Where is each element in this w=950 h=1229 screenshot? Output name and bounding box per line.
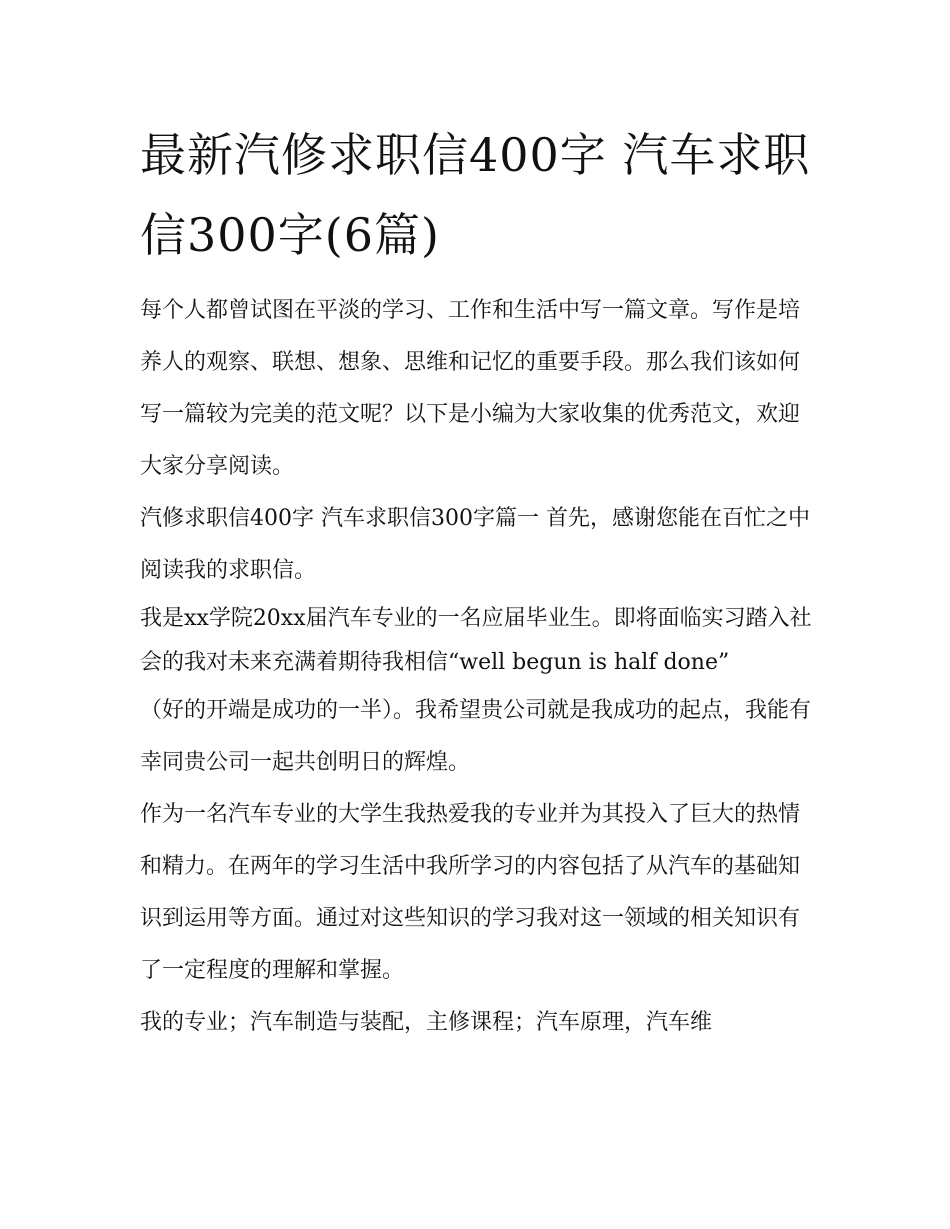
self-introduction-paragraph: 我是xx学院20xx届汽车专业的一名应届毕业生。即将面临实习踏入社会的我对未来充满着期待我相信“well begun is half done” bbox=[140, 606, 812, 675]
hope-paragraph: （好的开端是成功的一半）。我希望贵公司就是我成功的起点，我能有幸同贵公司一起共创明日的辉煌。 bbox=[140, 698, 812, 775]
document-page bbox=[140, 115, 812, 1049]
document-title: 最新汽修求职信400字 汽车求职信300字(6篇) bbox=[140, 128, 811, 262]
study-paragraph: 作为一名汽车专业的大学生我热爱我的专业并为其投入了巨大的热情和精力。在两年的学习生活中我所学习的内容包括了从汽车的基础知识到运用等方面。通过对这些知识的学习我对这一领域的相关知识有了一定程度的理解和掌握。 bbox=[140, 802, 801, 983]
major-paragraph: 我的专业；汽车制造与装配，主修课程；汽车原理，汽车维 bbox=[140, 1010, 713, 1035]
letter-opening-paragraph: 汽修求职信400字 汽车求职信300字篇一 首先，感谢您能在百忙之中阅读我的求职信。 bbox=[140, 506, 810, 583]
intro-paragraph: 每个人都曾试图在平淡的学习、工作和生活中写一篇文章。写作是培养人的观察、联想、想象、思维和记忆的重要手段。那么我们该如何写一篇较为完美的范文呢？以下是小编为大家收集的优秀范文，欢迎大家分享阅读。 bbox=[140, 298, 801, 479]
